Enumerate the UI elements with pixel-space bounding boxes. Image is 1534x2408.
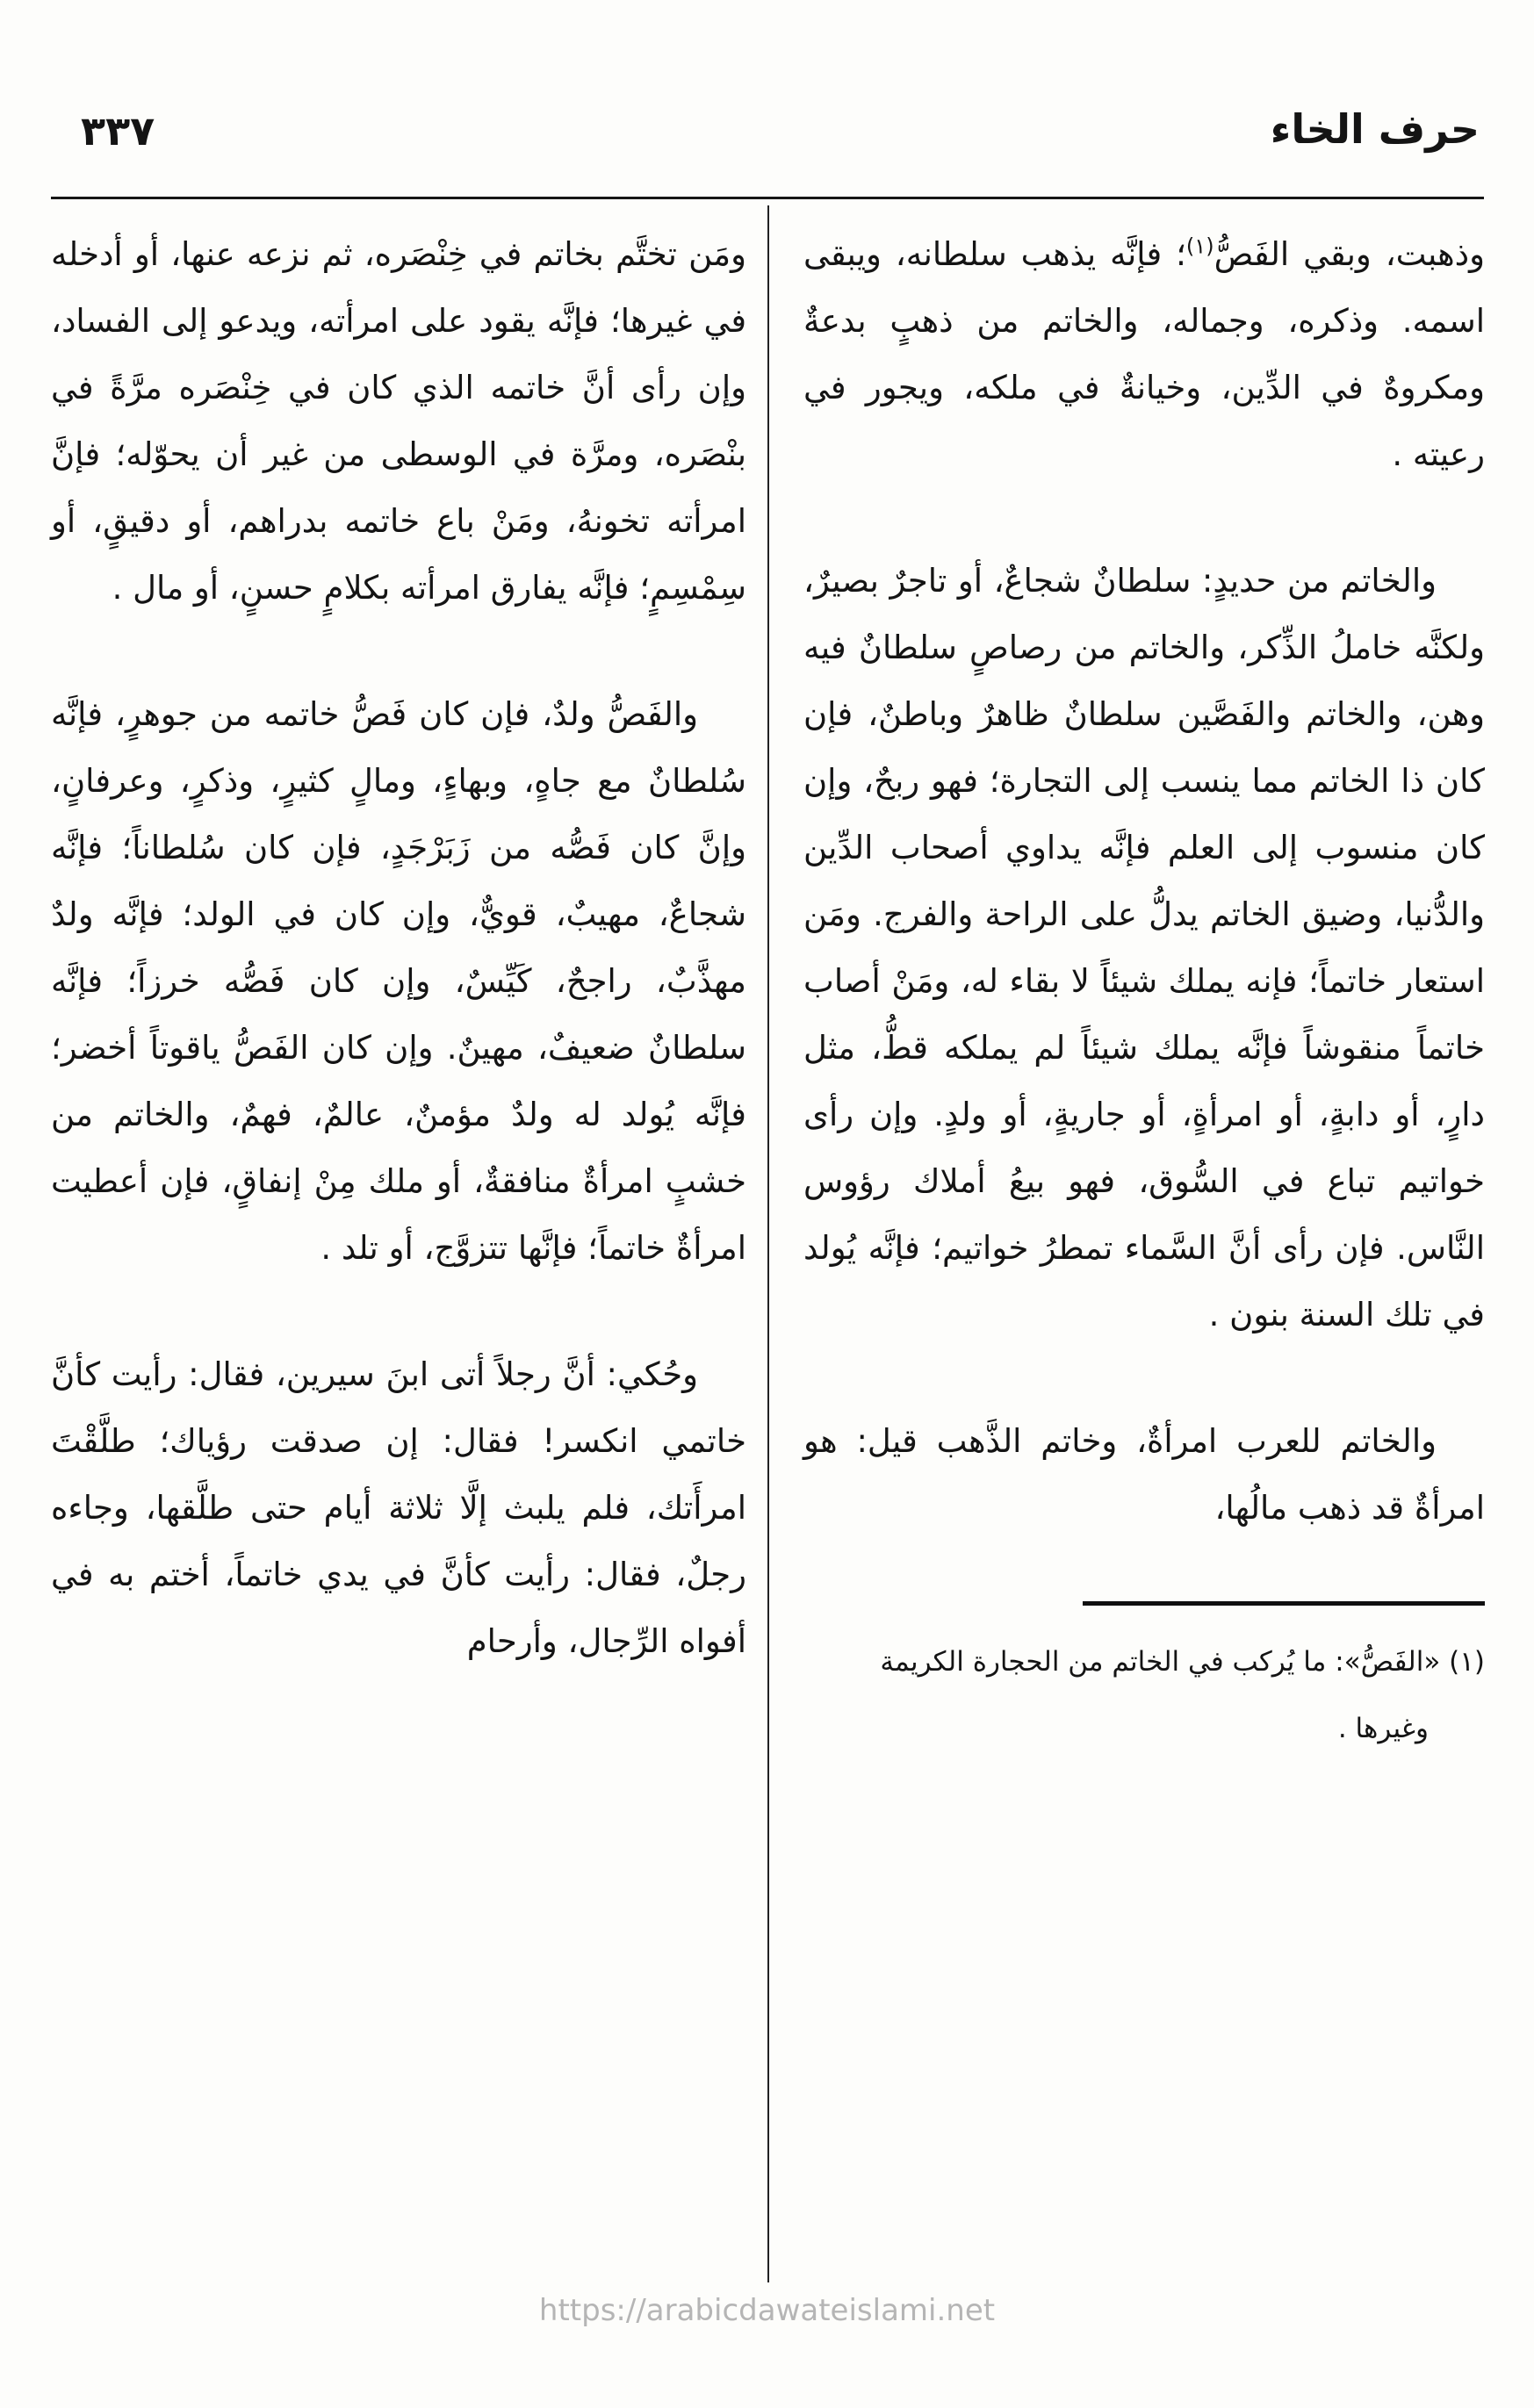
column-divider [767,205,769,2282]
footnote-ref-marker: (١) [1185,234,1214,259]
chapter-title: حرف الخاء [1270,105,1480,153]
footnote-block [803,1601,1485,1762]
paragraph: والخاتم من حديدٍ: سلطانٌ شجاعٌ، أو تاجرٌ بصيرٌ، ولكنَّه خاملُ الذِّكر، والخاتم من رصاصٍ سلطانٌ فيه وهن، والخاتم والفَصَّين سلطانٌ ظاهرٌ وباطنٌ، فإن كان ذا الخاتم مما ينسب إلى التجارة؛ فهو ربحٌ، وإن كان منسوب إلى العلم فإنَّه يداوي أصحاب الدِّين والدُّنيا، وضيق الخاتم يدلُّ على الراحة والفرج. ومَن استعار خاتماً؛ فإنه يملك شيئاً لا بقاء له، ومَنْ أصاب خاتماً منقوشاً فإنَّه يملك شيئاً لم يملكه قطُّ، مثل دارٍ، أو دابةٍ، أو امرأةٍ، أو جاريةٍ، أو ولدٍ. وإن رأى خواتيم تباع في السُّوق، فهو بيعُ أملاك رؤوس النَّاس. فإن رأى أنَّ السَّماء تمطرُ خواتيم؛ فإنَّه يُولد في تلك السنة بنون . [803,562,1485,1333]
right-column [803,221,1485,1762]
paragraph [803,221,1485,488]
footnote-separator-rule [1083,1601,1485,1606]
left-column [51,221,746,1675]
paragraph: وحُكي: أنَّ رجلاً أتى ابنَ سيرين، فقال: رأيت كأنَّ خاتمي انكسر! فقال: إن صدقت رؤياك؛ طلَّقْتَ امرأَتك، فلم يلبث إلَّا ثلاثة أيام حتى طلَّقها، وجاءه رجلٌ، فقال: رأيت كأنَّ في يدي خاتماً، أختم به في أفواه الرِّجال، وأرحام [51,1355,746,1660]
paragraph: والفَصُّ ولدٌ، فإن كان فَصُّ خاتمه من جوهرٍ، فإنَّه سُلطانٌ مع جاهٍ، وبهاءٍ، ومالٍ كثيرٍ، وذكرٍ، وعرفانٍ، وإنَّ كان فَصُّه من زَبَرْجَدٍ، فإن كان سُلطاناً؛ فإنَّه شجاعٌ، مهيبٌ، قويٌّ، وإن كان في الولد؛ فإنَّه ولدٌ مهذَّبٌ، راجحٌ، كَيِّسٌ، وإن كان فَصُّه خرزاً؛ فإنَّه سلطانٌ ضعيفٌ، مهينٌ. وإن كان الفَصُّ ياقوتاً أخضر؛ فإنَّه يُولد له ولدٌ مؤمنٌ، عالمٌ، فهمٌ، والخاتم من خشبٍ امرأةٌ منافقةٌ، أو ملك مِنْ إنفاقٍ، فإن أعطيت امرأةٌ خاتماً؛ فإنَّها تتزوَّج، أو تلد . [51,695,746,1267]
paragraph-text: ؛ فإنَّه يذهب سلطانه، ويبقى اسمه. وذكره، وجماله، والخاتم من ذهبٍ بدعةٌ ومكروهٌ في الدِّين، وخيانةٌ في ملكه، ويجور في رعيته . [803,235,1485,473]
page-number: ٣٣٧ [81,107,155,155]
watermark-url: https://arabicdawateislami.net [538,2293,996,2328]
footnote-text: (١) «الفَصُّ»: ما يُركب في الخاتم من الحجارة الكريمة وغيرها . [880,1646,1485,1744]
paragraph: والخاتم للعرب امرأةٌ، وخاتم الذَّهب قيل: هو امرأةٌ قد ذهب مالُها، [803,1422,1485,1527]
paragraph: ومَن تختَّم بخاتم في خِنْصَره، ثم نزعه عنها، أو أدخله في غيرها؛ فإنَّه يقود على امرأته، ويدعو إلى الفساد، وإن رأى أنَّ خاتمه الذي كان في خِنْصَره مرَّةً في بنْصَره، ومرَّة في الوسطى من غير أن يحوّله؛ فإنَّ امرأته تخونهُ، ومَنْ باع خاتمه بدراهم، أو دقيقٍ، أو سِمْسِمٍ؛ فإنَّه يفارق امرأته بكلامٍ حسنٍ، أو مال . [51,235,746,607]
paragraph-text: وذهبت، وبقي الفَصُّ [1214,235,1486,273]
header-rule [51,197,1484,199]
